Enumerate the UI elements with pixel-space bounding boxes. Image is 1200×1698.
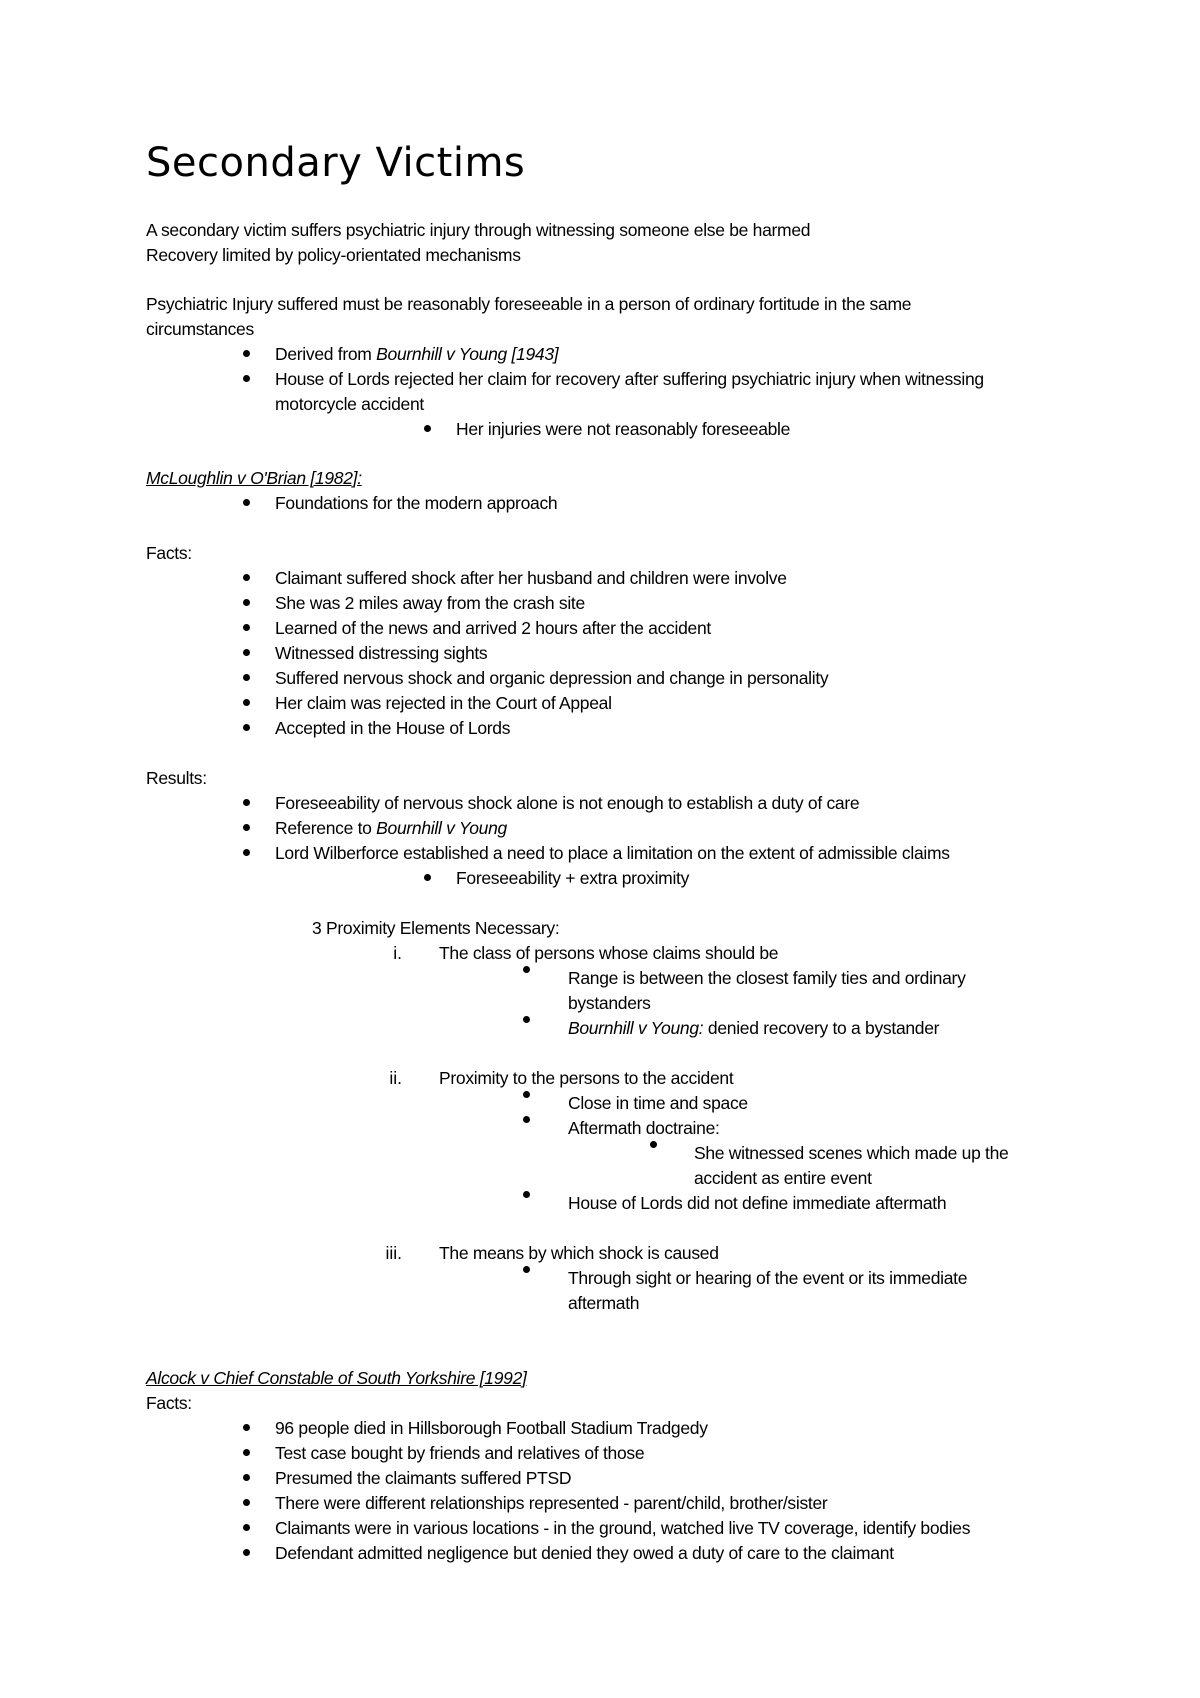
bullet-icon [523, 1191, 530, 1198]
roman-numeral: iii. [385, 1243, 402, 1263]
bullet-icon [243, 649, 250, 656]
bullet-icon [243, 849, 250, 856]
list-item: 96 people died in Hillsborough Football Stadium Tradgedy [275, 1418, 708, 1438]
list-item: Presumed the claimants suffered PTSD [275, 1468, 572, 1488]
list-item: Aftermath doctraine: [568, 1118, 720, 1138]
numbered-item: Proximity to the persons to the accident [439, 1068, 734, 1088]
list-item: Her injuries were not reasonably foreseeable [456, 419, 791, 439]
roman-numeral: i. [393, 943, 402, 963]
bullet-icon [243, 1499, 250, 1506]
list-item: Foreseeability of nervous shock alone is not enough to establish a duty of care [275, 793, 860, 813]
list-item: Witnessed distressing sights [275, 643, 488, 663]
list-item: Learned of the news and arrived 2 hours after the accident [275, 618, 711, 638]
bullet-icon [424, 874, 431, 881]
list-item: Through sight or hearing of the event or its immediate [568, 1268, 968, 1288]
bullet-icon [243, 375, 250, 382]
roman-numeral: ii. [389, 1068, 402, 1088]
list-item: Her claim was rejected in the Court of Appeal [275, 693, 612, 713]
list-item-continuation: accident as entire event [694, 1168, 872, 1188]
list-item: Close in time and space [568, 1093, 748, 1113]
list-item: Reference to Bournhill v Young [275, 818, 507, 838]
bullet-icon [243, 799, 250, 806]
bullet-icon [650, 1141, 657, 1148]
page-title: Secondary Victims [146, 140, 526, 186]
bullet-icon [523, 1016, 530, 1023]
bullet-icon [243, 1424, 250, 1431]
list-item: Defendant admitted negligence but denied they owed a duty of care to the claimant [275, 1543, 894, 1563]
bullet-icon [523, 966, 530, 973]
list-item: Claimant suffered shock after her husband and children were involve [275, 568, 787, 588]
bullet-icon [243, 724, 250, 731]
bullet-icon [243, 1449, 250, 1456]
bullet-icon [243, 599, 250, 606]
list-item-continuation: bystanders [568, 993, 651, 1013]
bullet-icon [243, 1549, 250, 1556]
case-heading: McLoughlin v O'Brian [1982]: [146, 468, 362, 488]
list-item: Claimants were in various locations - in the ground, watched live TV coverage, identify bodies [275, 1518, 971, 1538]
bullet-icon [523, 1091, 530, 1098]
section-label: Facts: [146, 543, 192, 563]
list-item-continuation: aftermath [568, 1293, 640, 1313]
paragraph-line: circumstances [146, 319, 254, 339]
bullet-icon [424, 425, 431, 432]
bullet-icon [243, 624, 250, 631]
list-item: Accepted in the House of Lords [275, 718, 511, 738]
list-item: There were different relationships represented - parent/child, brother/sister [275, 1493, 828, 1513]
list-item: Test case bought by friends and relatives of those [275, 1443, 645, 1463]
bullet-icon [243, 1524, 250, 1531]
case-heading: Alcock v Chief Constable of South Yorkshire [1992] [146, 1368, 527, 1388]
bullet-icon [243, 824, 250, 831]
bullet-icon [523, 1116, 530, 1123]
intro-line: Recovery limited by policy-orientated mechanisms [146, 245, 521, 265]
bullet-icon [243, 1474, 250, 1481]
intro-line: A secondary victim suffers psychiatric injury through witnessing someone else be harmed [146, 220, 811, 240]
bullet-icon [243, 699, 250, 706]
section-label: Facts: [146, 1393, 192, 1413]
list-item: She was 2 miles away from the crash site [275, 593, 585, 613]
list-item-continuation: motorcycle accident [275, 394, 424, 414]
list-item: She witnessed scenes which made up the [694, 1143, 1009, 1163]
list-item: Foundations for the modern approach [275, 493, 558, 513]
numbered-item: The means by which shock is caused [439, 1243, 719, 1263]
list-item: Suffered nervous shock and organic depression and change in personality [275, 668, 829, 688]
bullet-icon [243, 674, 250, 681]
numbered-item: The class of persons whose claims should be [439, 943, 779, 963]
bullet-icon [243, 499, 250, 506]
section-label: Results: [146, 768, 207, 788]
bullet-icon [523, 1266, 530, 1273]
list-item: House of Lords did not define immediate aftermath [568, 1193, 947, 1213]
list-item: Foreseeability + extra proximity [456, 868, 690, 888]
list-item: Bournhill v Young: denied recovery to a bystander [568, 1018, 940, 1038]
subsection-heading: 3 Proximity Elements Necessary: [312, 918, 560, 938]
bullet-icon [243, 574, 250, 581]
list-item: House of Lords rejected her claim for recovery after suffering psychiatric injury when witnessing [275, 369, 984, 389]
list-item: Range is between the closest family ties and ordinary [568, 968, 966, 988]
bullet-icon [243, 350, 250, 357]
paragraph-line: Psychiatric Injury suffered must be reasonably foreseeable in a person of ordinary fortitude in the same [146, 294, 912, 314]
list-item: Lord Wilberforce established a need to place a limitation on the extent of admissible claims [275, 843, 950, 863]
list-item: Derived from Bournhill v Young [1943] [275, 344, 559, 364]
